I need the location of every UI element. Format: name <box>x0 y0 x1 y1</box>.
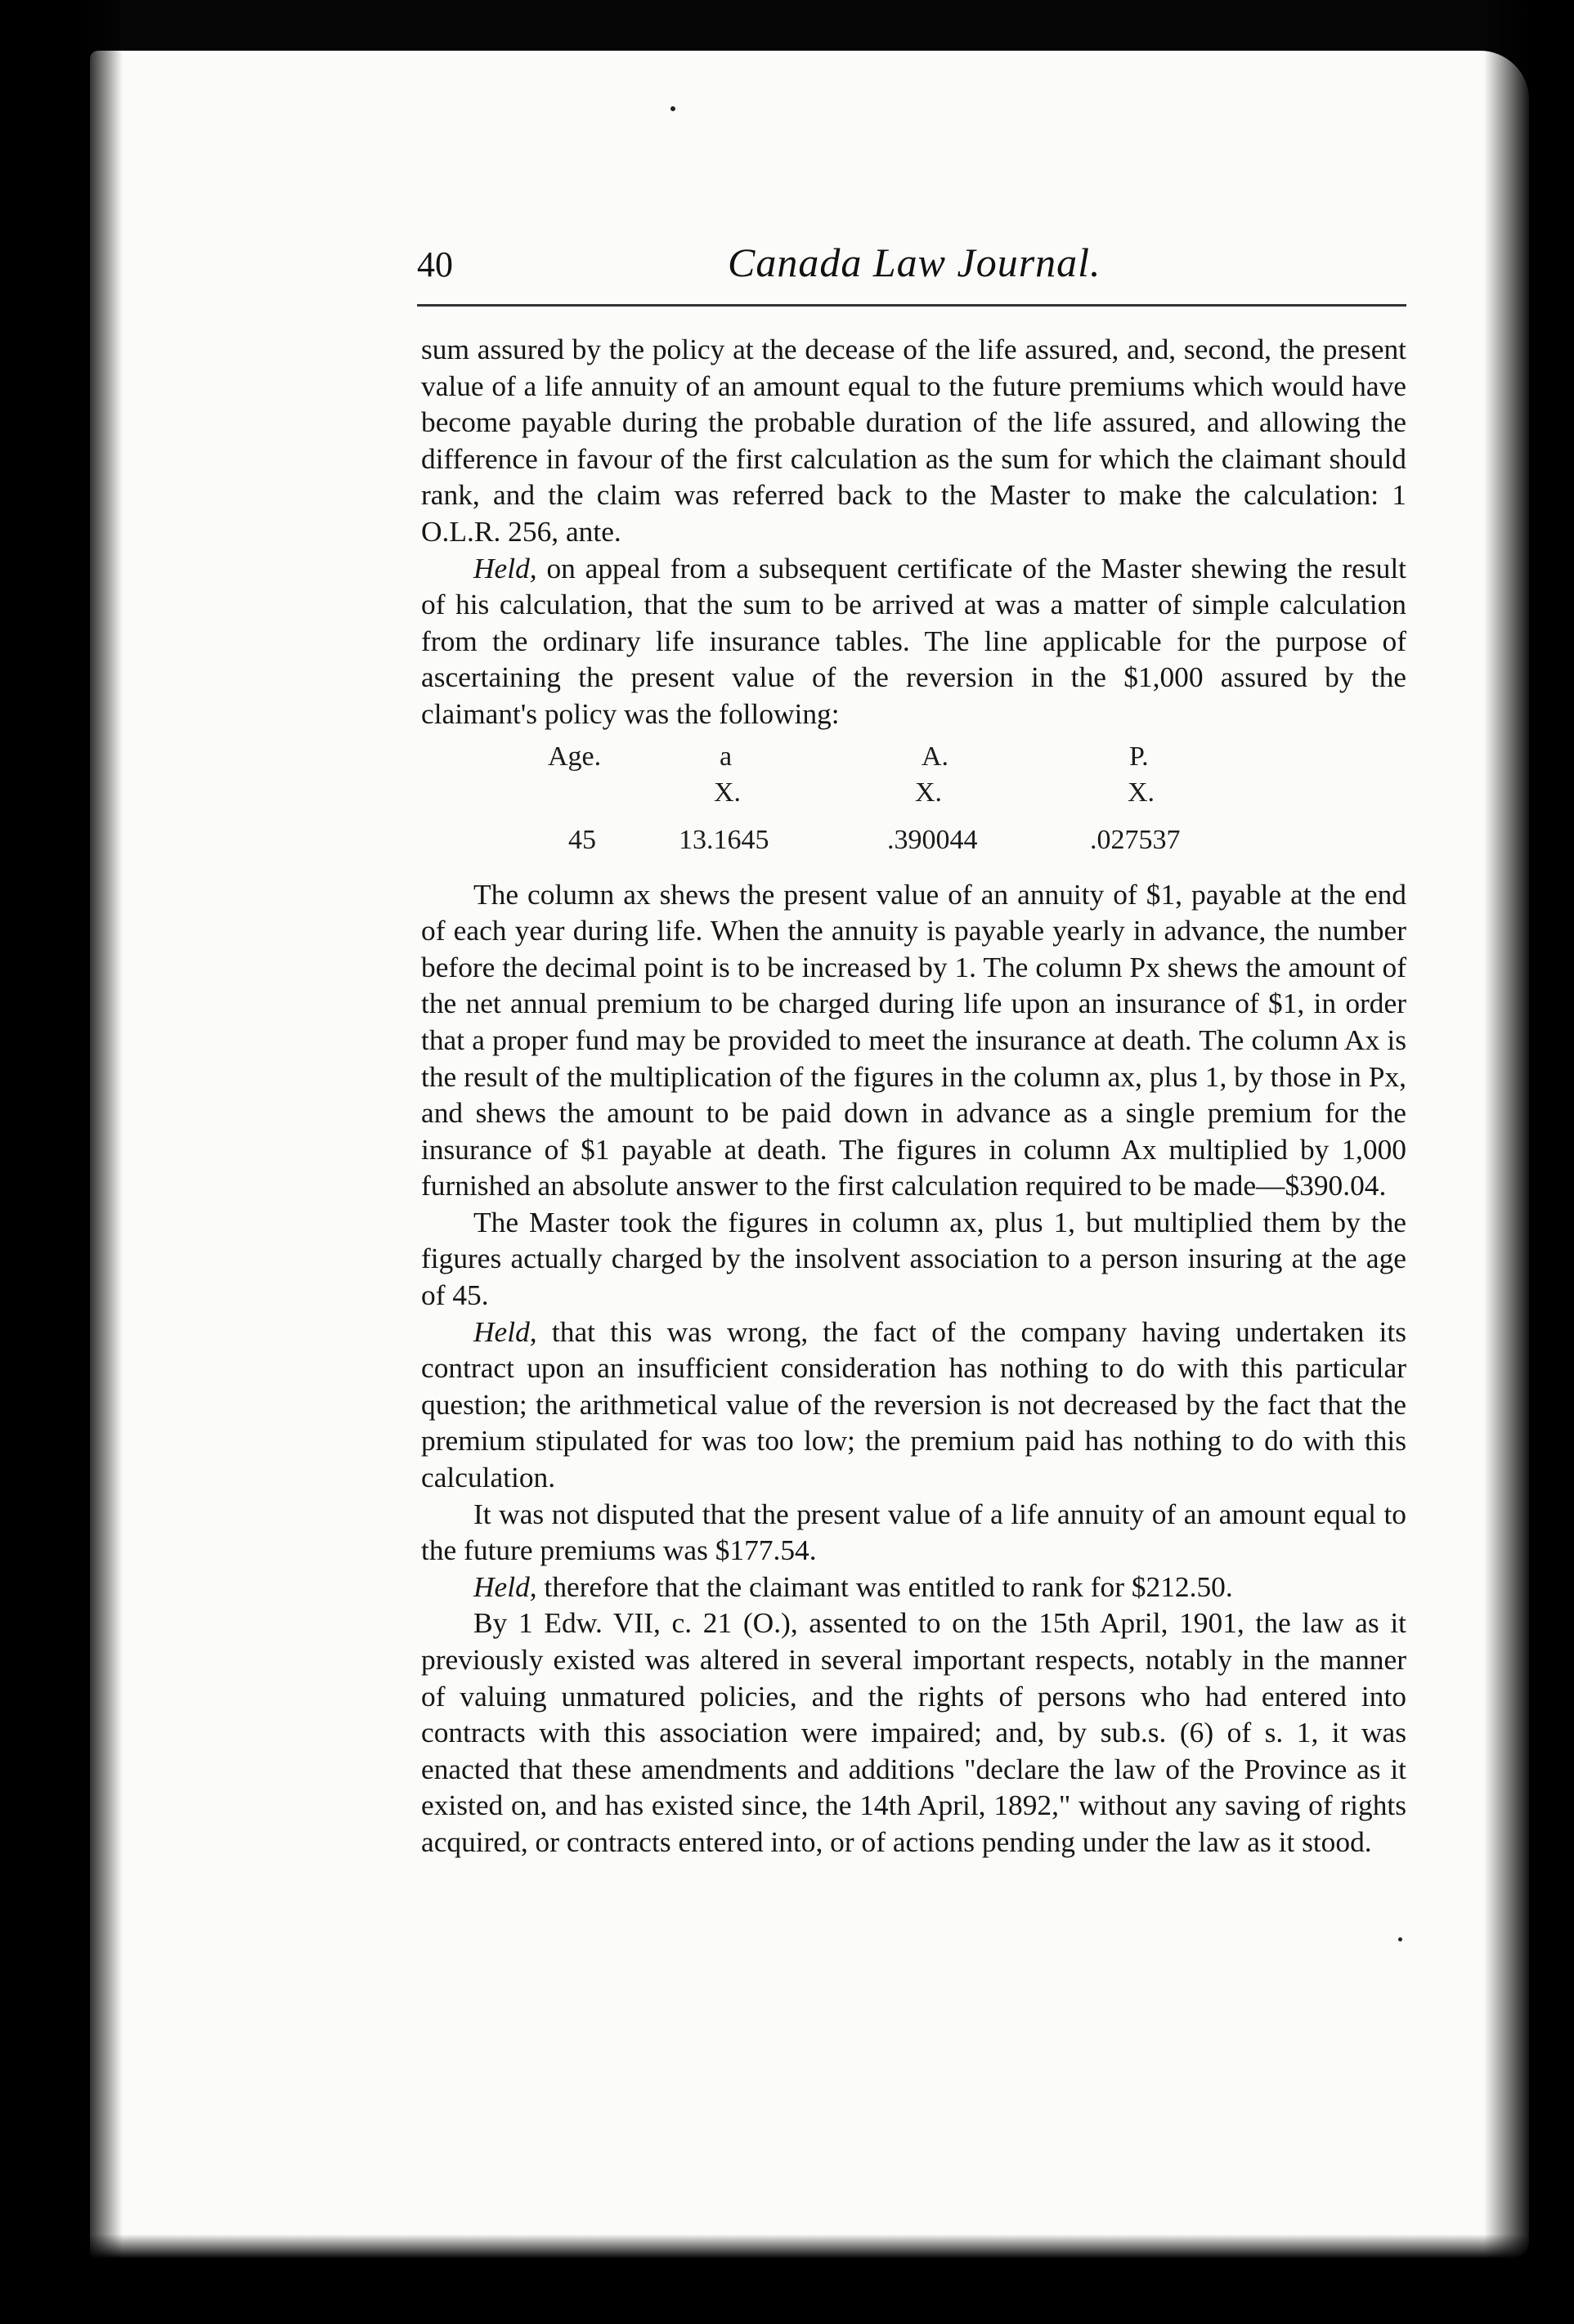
scan-speck <box>1398 1937 1402 1941</box>
table-header-P: P. <box>1129 741 1149 772</box>
table-subheader-ax: X. <box>714 777 742 808</box>
paragraph <box>421 876 1406 1204</box>
paragraph <box>421 1204 1406 1314</box>
scan-edge-right <box>1484 0 1574 2324</box>
table-subheader-Px: X. <box>1128 777 1155 808</box>
paragraph-text: By 1 Edw. VII, c. 21 (O.), assented to on the 15th April, 1901, the law as it previously existed was altered in several important respects, notably in the manner of valuing unmatured policies, and the rights of persons who had entered into contracts with this association were impaired; and, by sub.s. (6) of s. 1, it was enacted that these amendments and additions "declare the law of the Province as it existed on, and has existed since, the 14th April, 1892," without any saving of rights acquired, or contracts entered into, or of actions pending under the law as it stood. <box>421 1606 1406 1858</box>
paragraph-text: The Master took the figures in column ax, plus 1, but multiplied them by the figures actually charged by the insolvent association to a person insuring at the age of 45. <box>421 1205 1406 1312</box>
header-rule <box>417 304 1406 307</box>
running-header <box>417 235 1406 309</box>
table-header-a: a <box>720 741 733 772</box>
life-table <box>421 732 1406 876</box>
paragraph-lead: Held, <box>473 1569 537 1603</box>
table-value-ax: 13.1645 <box>679 824 769 855</box>
scan-edge-bottom <box>0 2234 1574 2324</box>
table-value-Px: .027537 <box>1090 824 1181 855</box>
article-body <box>421 331 1406 1861</box>
paragraph <box>421 1496 1406 1569</box>
paragraph-text: on appeal from a subsequent certificate of the Master shewing the result of his calculation, that the sum to be arrived at was a matter of simple calculation from the ordinary life insurance tables. The line applicable for the purpose of ascertaining the present value of the reversion in the $1,000 assured by the claimant's policy was the following: <box>421 551 1406 730</box>
paragraph <box>421 331 1406 550</box>
scan-edge-left <box>0 0 123 2324</box>
paragraph-lead: Held, <box>473 551 537 584</box>
paragraph <box>421 550 1406 732</box>
table-value-Ax: .390044 <box>887 824 978 855</box>
paragraph-text: It was not disputed that the present value of a life annuity of an amount equal to the future premiums was $177.54. <box>421 1497 1406 1567</box>
paragraph <box>421 1314 1406 1496</box>
page-number: 40 <box>417 244 453 284</box>
paragraph-text: sum assured by the policy at the decease of the life assured, and, second, the present value of a life annuity of an amount equal to the future premiums which would have become payable during the probable duration of the life assured, and allowing the difference in favour of the first calculation as the sum for which the claimant should rank, and the claim was referred back to the Master to make the calculation: 1 O.L.R. 256, ante. <box>421 333 1406 548</box>
paragraph <box>421 1605 1406 1860</box>
paragraph <box>421 1569 1406 1605</box>
paragraph-text: The column ax shews the present value of an annuity of $1, payable at the end of each year during life. When the annuity is payable yearly in advance, the number before the decimal point is to be increased by 1. The column Px shews the amount of the net annual premium to be charged during life upon an insurance of $1, in order that a proper fund may be provided to meet the insurance at death. The column Ax is the result of the multiplication of the figures in the column ax, plus 1, by those in Px, and shews the amount to be paid down in advance as a single premium for the insurance of $1 payable at death. The figures in column Ax multiplied by 1,000 furnished an absolute answer to the first calculation required to be made—$390.04. <box>421 877 1406 1202</box>
journal-title: Canada Law Journal. <box>728 240 1101 285</box>
paragraph-text: that this was wrong, the fact of the company having undertaken its contract upon an insufficient consideration has nothing to do with this particular question; the arithmetical value of the reversion is not decreased by the fact that the premium stipulated for was too low; the premium paid has nothing to do with this calculation. <box>421 1314 1406 1494</box>
paragraph-text: therefore that the claimant was entitled to rank for $212.50. <box>536 1569 1233 1603</box>
table-header-A: A. <box>922 741 949 772</box>
scan-speck <box>670 106 675 111</box>
paragraph-lead: Held, <box>473 1314 537 1348</box>
table-header-age: Age. <box>548 741 602 772</box>
table-value-age: 45 <box>568 824 596 855</box>
table-subheader-Ax: X. <box>915 777 943 808</box>
